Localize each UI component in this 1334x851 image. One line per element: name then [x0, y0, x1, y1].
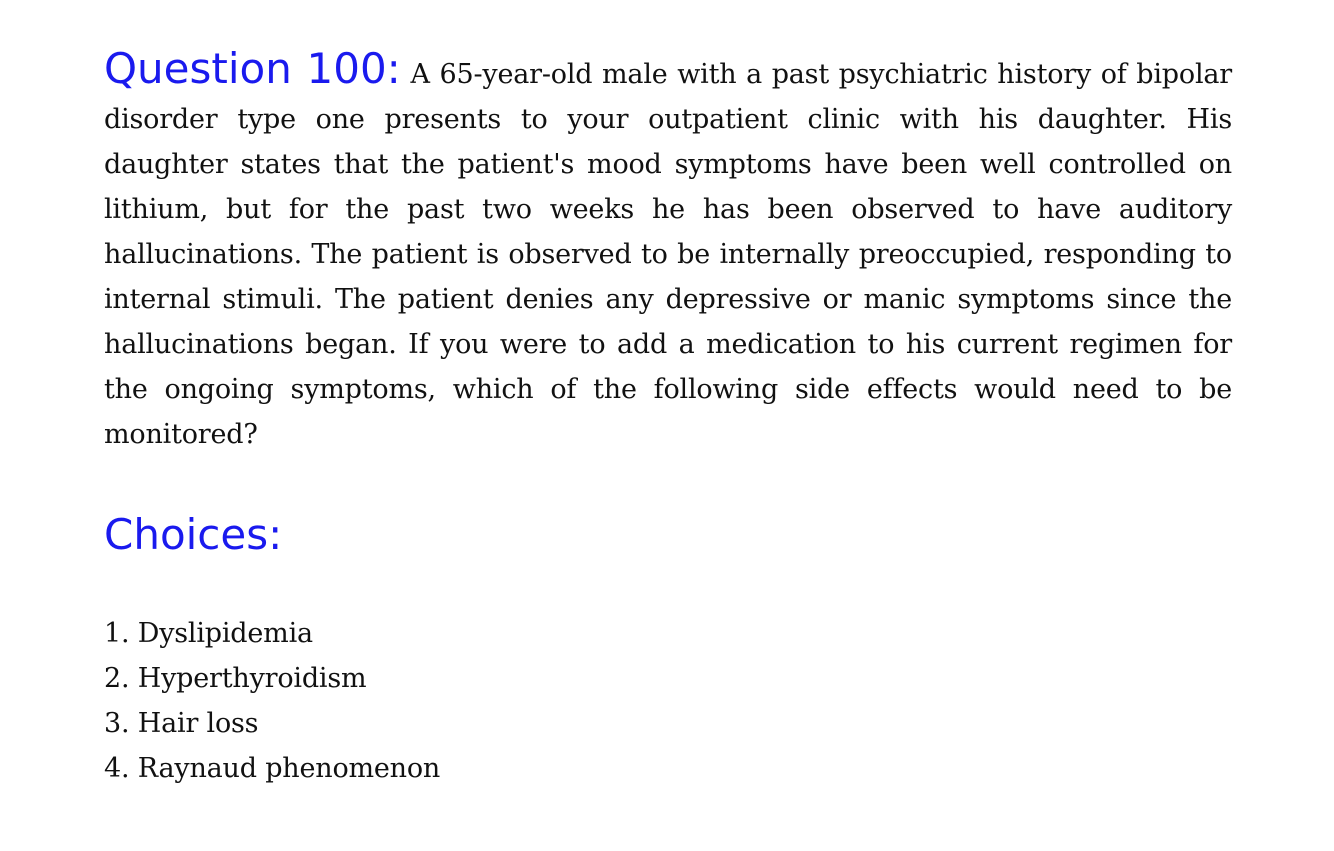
choice-list — [104, 611, 1232, 791]
question-page — [104, 46, 1232, 791]
choice-number: 4. — [104, 753, 130, 784]
choice-text: Raynaud phenomenon — [137, 753, 441, 784]
choice-text: Dyslipidemia — [137, 618, 313, 649]
choice-text: Hair loss — [137, 708, 259, 739]
question-label: Question 100: — [104, 44, 401, 93]
question-text: A 65-year-old male with a past psychiatric history of bipolar disorder type one presents to your outpatient clinic with his daughter. His daughter states that the patient's mood symptoms have been well controlled on lithium, but for the past two weeks he has been observed to have auditory hallucinations. The patient is observed to be internally preoccupied, responding to internal stimuli. The patient denies any depressive or manic symptoms since the hallucinations began. If you were to add a medication to his current regimen for the ongoing symptoms, which of the following side effects would need to be monitored? — [104, 59, 1232, 450]
choice-item — [104, 701, 1232, 746]
choice-text: Hyperthyroidism — [137, 663, 367, 694]
choice-number: 1. — [104, 618, 130, 649]
choices-heading: Choices: — [104, 510, 283, 559]
question-paragraph — [104, 46, 1232, 457]
choice-number: 3. — [104, 708, 130, 739]
choice-number: 2. — [104, 663, 130, 694]
choice-item — [104, 656, 1232, 701]
choice-item — [104, 611, 1232, 656]
choice-item — [104, 746, 1232, 791]
